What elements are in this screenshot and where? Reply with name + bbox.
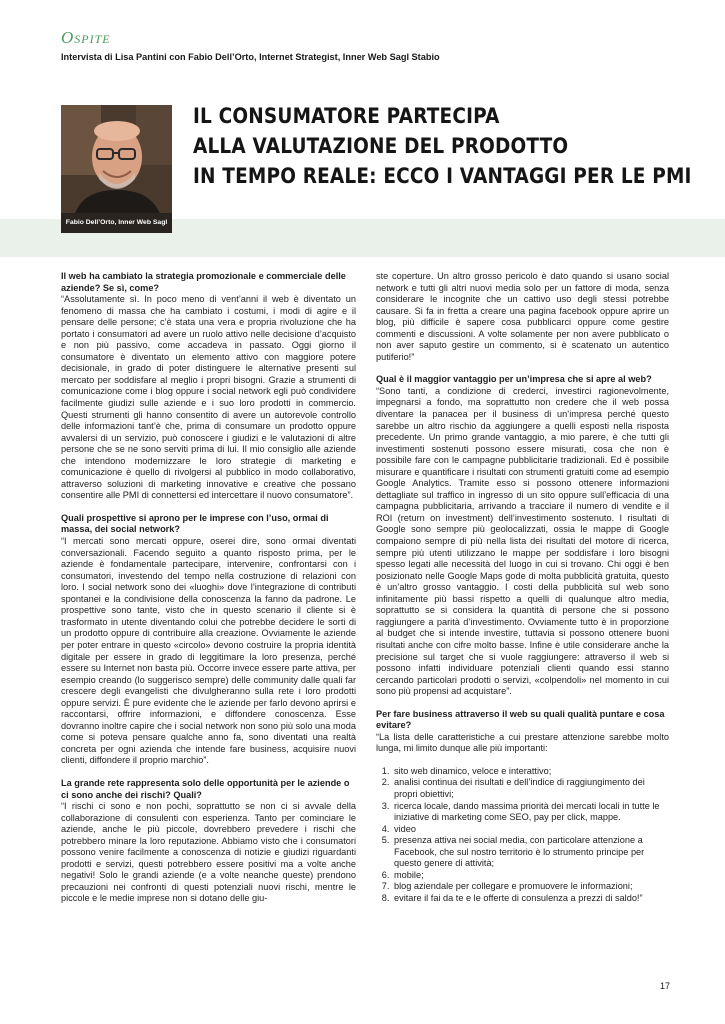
answer-4: “Sono tanti, a condizione di crederci, investirci ragionevolmente, impegnarsi a fondo, ma soprattutto non credere che il web possa diventare la panacea per il business di un’impresa perché questo sarebbe un altro rischio da aggiungere a quelli esposti nella risposta precedente. Un primo grande vantaggio, a mio parere, è che tutti gli investimenti sostenuti possono essere misurati, cosa che non è possibile fare con le campagne pubblicitarie tradizionali. Ed è possibile misurare e quantificare i risultati con strumenti gratuiti come ad esempio Google Analytics. Tramite esso si possono ottenere informazioni dettagliate sul traffico in ingresso di un sito oppure sull’efficacia di una campagna pubblicitaria, arrivando a tracciare il numero di vendite e il ROI (return on investment) dell’investimento sostenuto. I risultati di Google sono sempre più geolocalizzati, ossia le mappe di Google compaiono sempre di più nella lista dei risultati del motore di ricerca, sempre più utenti utilizzano le mappe per soddisfare i loro bisogni spesso legati alle necessità del luogo in cui si trovano. Chi oggi è ben posizionato nelle Google Maps gode di molta pubblicità gratuita, questo è un’altro grosso vantaggio. I costi della pubblicità sul web sono infinitamente più bassi rispetto a quelli di qualunque altro media, soprattutto se si considera la quantità di persone che si possono raggiungere a parità d’investimento. Ovviamente tutto è in proporzione al budget che si intende investire, tuttavia si possono ottenere buoni risultati anche con cifre molto basse. Infine è utile considerare anche la precisione sul target che si vuole raggiungere: attraverso il web si possono infatti individuare potenziali clienti quando essi stanno cercando particolari prodotti o servizi, «colpendoli» nel momento in cui sono più propensi ad acquistare”. <box>376 385 669 697</box>
question-4: Qual è il maggior vantaggio per un’impresa che si apre al web? <box>376 374 652 385</box>
list-item: 8. evitare il fai da te e le offerte di consulenza a prezzi di saldo!” <box>392 893 669 905</box>
list-item: 1. sito web dinamico, veloce e interattivo; <box>392 766 669 778</box>
headline-line-2: ALLA VALUTAZIONE DEL PRODOTTO <box>193 134 569 159</box>
author-photo <box>61 105 172 233</box>
list-item: 7. blog aziendale per collegare e promuovere le informazioni; <box>392 881 669 893</box>
answer-3-continued: ste coperture. Un altro grosso pericolo è dato quando si usano social network e tutti gli altri nuovi media solo per un fattore di moda, senza considerare le incognite che un cattivo uso degli stessi potrebbe causare. Si fa in fretta a creare una pagina facebook oppure aprire un blog, più difficile è sapere cosa pubblicarci oppure come gestire commenti e discussioni. A volte solamente per non avere pubblicato o non aver saputo gestire un commento, si è scatenato un autentico putiferio!” <box>376 271 669 362</box>
page-number: 17 <box>660 981 671 991</box>
article-headline <box>193 102 692 192</box>
list-item: 4. video <box>392 824 669 836</box>
headline-line-3: IN TEMPO REALE: ECCO I VANTAGGI PER LE PMI <box>193 164 692 189</box>
list-item: 2. analisi continua dei risultati e dell’indice di raggiungimento dei propri obiettivi; <box>392 777 669 800</box>
qualities-list <box>376 766 669 905</box>
question-1: Il web ha cambiato la strategia promozionale e commerciale delle aziende? Se sì, come? <box>61 271 346 293</box>
photo-caption: Fabio Dell’Orto, Inner Web Sagl <box>61 213 172 233</box>
left-column <box>61 271 356 916</box>
question-5: Per fare business attraverso il web su quali qualità puntare e cosa evitare? <box>376 708 665 731</box>
list-item: 6. mobile; <box>392 870 669 882</box>
list-item: 5. presenza attiva nei social media, con particolare attenzione a Facebook, che sul nostro territorio è lo strumento principe per questo genere di attività; <box>392 835 669 870</box>
headline-line-1: IL CONSUMATORE PARTECIPA <box>193 104 500 129</box>
answer-1: “Assolutamente sì. In poco meno di vent’anni il web è diventato un fenomeno di massa che ha cambiato i costumi, i modi di agire e il pensare delle persone; c’è stata una vera e propria rivoluzione che ha portato i consumatori ad avere un ruolo attivo nelle decisione d’acquisto e non più passivo, come accadeva in passato. Oggi giorno il consumatore è diventato un elemento attivo con maggiore potere decisionale, in grado di poter distinguere le alternative presenti sul mercato per soddisfare al meglio i propri bisogni. Grazie a strumenti di comunicazione come i blog oppure i social network egli può condividere facilmente giudizi sulle aziende e i suo loro prodotti in commercio. Questi strumenti gli hanno consentito di avere un autorevole controllo delle informazioni tant’è che, prima di consumare un prodotto oppure avvalersi di un servizio, può conoscere i giudizi e le valutazioni di altre persone che se ne sono serviti prima di lui. Il mio consiglio alle aziende che intendono modernizzare le loro strategie di marketing e comunicazione è quello di rivolgersi al pubblico in modo collaborativo, attraverso soluzioni di marketing innovative e creative che possano consentire alle PMI di connettersi ed intercettare il nuovo consumatore”. <box>61 294 356 501</box>
list-item: 3. ricerca locale, dando massima priorità dei mercati locali in tutte le iniziative di marketing come SEO, pay per click, mappe. <box>392 801 669 824</box>
answer-3: “I rischi ci sono e non pochi, soprattutto se non ci si avvale della collaborazione di consulenti con esperienza. Tanto per cominciare le aziende, anche le più piccole, dovrebbero prevedere i rischi che potrebbero minare la loro reputazione. Abbiamo visto che i consumatori possono venire facilmente a conoscenza di notizie e giudizi riguardanti prodotti e servizi, questi potrebbero essere positivi ma a volte anche negativi! Solo le grandi aziende (e a volte neanche queste) prendono precauzioni nei confronti di questi potenziali nuovi rischi, mentre le piccole e le medie imprese non si dotano delle giu- <box>61 801 356 904</box>
question-2: Quali prospettive si aprono per le imprese con l’uso, ormai di massa, dei social network? <box>61 512 329 535</box>
answer-5-intro: “La lista delle caratteristiche a cui prestare attenzione sarebbe molto lunga, mi limito dunque alle più importanti: <box>376 731 669 754</box>
answer-2: “I mercati sono mercati oppure, oserei dire, sono ormai diventati conversazionali. Facendo seguito a quanto risposto prima, per le aziende è fondamentale partecipare, intervenire, confrontarsi con i consumatori, investendo del tempo nella costruzione di relazioni con loro. I social network sono dei «luoghi» dove l’integrazione di contributi spontanei e la condivisione della conoscenza la fanno da padrone. Le prospettive sono tante, visto che in questo scenario il cliente si è trasformato in utente diventando colui che potrebbe decidere le sorti di un prodotto oppure di contribuire alla creazione. Ovviamente le aziende per poter entrare in questo «circolo» devono costruire la propria identità digitale per essere in grado di leggitimare la loro presenza, perché essere su Internet non basta più. Occorre invece essere parte attiva, per esempio creando (lo suggerisco sempre) delle community dalle quali far crescere degli evangelisti che divulgheranno sulla rete i loro prodotti oppure servizi. È pure evidente che le aziende per farlo devono aprirsi e raccontarsi, offrire informazioni, e diffondere conoscenza. Esse dovranno inoltre capire che i social network non sono più solo una moda come si poteva pensare qualche anno fa, sono diventati una realtà concreta per ogni azienda che intende fare business, acquisire nuovi clienti, diffondere il proprio marchio”. <box>61 536 356 766</box>
right-column <box>376 271 669 904</box>
byline: Intervista di Lisa Pantini con Fabio Dell’Orto, Internet Strategist, Inner Web Sagl Stabio <box>61 52 440 62</box>
question-3: La grande rete rappresenta solo delle opportunità per le aziende o ci sono anche dei rischi? Quali? <box>61 777 350 800</box>
section-label: Ospite <box>61 28 111 47</box>
